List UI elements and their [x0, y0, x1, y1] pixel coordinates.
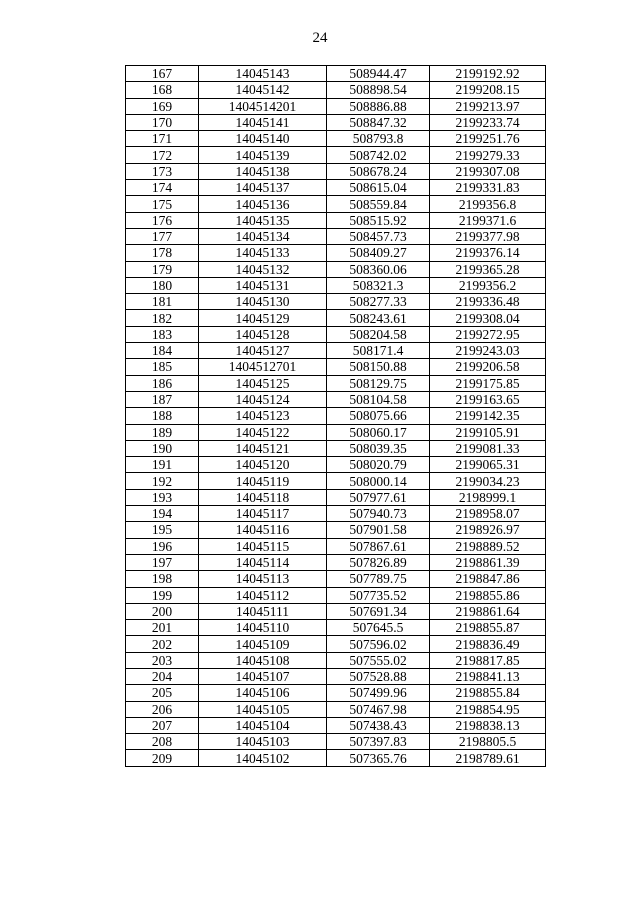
x-coordinate-cell: 507438.43 — [327, 717, 430, 733]
y-coordinate-cell: 2199307.08 — [430, 163, 546, 179]
table-row — [126, 636, 546, 652]
x-coordinate-cell: 508515.92 — [327, 212, 430, 228]
y-coordinate-cell: 2199208.15 — [430, 82, 546, 98]
x-coordinate-cell: 508886.88 — [327, 98, 430, 114]
y-coordinate-cell: 2198861.64 — [430, 603, 546, 619]
y-coordinate-cell: 2198838.13 — [430, 717, 546, 733]
y-coordinate-cell: 2199065.31 — [430, 457, 546, 473]
point-id-cell: 14045106 — [199, 685, 327, 701]
table-row — [126, 717, 546, 733]
point-id-cell: 14045128 — [199, 326, 327, 342]
row-number-cell: 184 — [126, 343, 199, 359]
row-number-cell: 189 — [126, 424, 199, 440]
row-number-cell: 200 — [126, 603, 199, 619]
point-id-cell: 14045112 — [199, 587, 327, 603]
x-coordinate-cell: 507555.02 — [327, 652, 430, 668]
table-row — [126, 538, 546, 554]
point-id-cell: 14045123 — [199, 408, 327, 424]
row-number-cell: 180 — [126, 277, 199, 293]
point-id-cell: 14045131 — [199, 277, 327, 293]
x-coordinate-cell: 507645.5 — [327, 620, 430, 636]
point-id-cell: 14045133 — [199, 245, 327, 261]
x-coordinate-cell: 508678.24 — [327, 163, 430, 179]
y-coordinate-cell: 2199105.91 — [430, 424, 546, 440]
table-row — [126, 685, 546, 701]
y-coordinate-cell: 2199376.14 — [430, 245, 546, 261]
table-row — [126, 212, 546, 228]
table-row — [126, 98, 546, 114]
row-number-cell: 199 — [126, 587, 199, 603]
point-id-cell: 14045110 — [199, 620, 327, 636]
table-row — [126, 457, 546, 473]
y-coordinate-cell: 2198889.52 — [430, 538, 546, 554]
x-coordinate-cell: 508742.02 — [327, 147, 430, 163]
table-row — [126, 603, 546, 619]
row-number-cell: 193 — [126, 489, 199, 505]
y-coordinate-cell: 2199192.92 — [430, 66, 546, 82]
row-number-cell: 192 — [126, 473, 199, 489]
x-coordinate-cell: 507596.02 — [327, 636, 430, 652]
y-coordinate-cell: 2199163.65 — [430, 391, 546, 407]
point-id-cell: 14045104 — [199, 717, 327, 733]
table-row — [126, 440, 546, 456]
row-number-cell: 201 — [126, 620, 199, 636]
row-number-cell: 207 — [126, 717, 199, 733]
table-row — [126, 261, 546, 277]
x-coordinate-cell: 508898.54 — [327, 82, 430, 98]
y-coordinate-cell: 2199034.23 — [430, 473, 546, 489]
point-id-cell: 14045105 — [199, 701, 327, 717]
y-coordinate-cell: 2198805.5 — [430, 734, 546, 750]
table-row — [126, 343, 546, 359]
row-number-cell: 174 — [126, 180, 199, 196]
row-number-cell: 195 — [126, 522, 199, 538]
row-number-cell: 190 — [126, 440, 199, 456]
y-coordinate-cell: 2198855.86 — [430, 587, 546, 603]
row-number-cell: 171 — [126, 131, 199, 147]
point-id-cell: 1404514201 — [199, 98, 327, 114]
y-coordinate-cell: 2199251.76 — [430, 131, 546, 147]
y-coordinate-cell: 2199081.33 — [430, 440, 546, 456]
y-coordinate-cell: 2199142.35 — [430, 408, 546, 424]
x-coordinate-cell: 508615.04 — [327, 180, 430, 196]
table-row — [126, 750, 546, 766]
y-coordinate-cell: 2199331.83 — [430, 180, 546, 196]
row-number-cell: 203 — [126, 652, 199, 668]
point-id-cell: 14045124 — [199, 391, 327, 407]
point-id-cell: 14045138 — [199, 163, 327, 179]
row-number-cell: 194 — [126, 506, 199, 522]
table-row — [126, 228, 546, 244]
y-coordinate-cell: 2198854.95 — [430, 701, 546, 717]
point-id-cell: 14045109 — [199, 636, 327, 652]
row-number-cell: 175 — [126, 196, 199, 212]
table-row — [126, 82, 546, 98]
y-coordinate-cell: 2198855.87 — [430, 620, 546, 636]
table-row — [126, 66, 546, 82]
row-number-cell: 206 — [126, 701, 199, 717]
table-row — [126, 424, 546, 440]
y-coordinate-cell: 2198847.86 — [430, 571, 546, 587]
table-row — [126, 147, 546, 163]
table-row — [126, 245, 546, 261]
x-coordinate-cell: 508409.27 — [327, 245, 430, 261]
x-coordinate-cell: 508944.47 — [327, 66, 430, 82]
table-row — [126, 620, 546, 636]
row-number-cell: 182 — [126, 310, 199, 326]
y-coordinate-cell: 2199206.58 — [430, 359, 546, 375]
y-coordinate-cell: 2198841.13 — [430, 668, 546, 684]
row-number-cell: 209 — [126, 750, 199, 766]
table-row — [126, 734, 546, 750]
row-number-cell: 188 — [126, 408, 199, 424]
point-id-cell: 14045127 — [199, 343, 327, 359]
table-row — [126, 408, 546, 424]
coordinates-table — [125, 65, 546, 767]
x-coordinate-cell: 508559.84 — [327, 196, 430, 212]
x-coordinate-cell: 508060.17 — [327, 424, 430, 440]
table-row — [126, 114, 546, 130]
x-coordinate-cell: 508104.58 — [327, 391, 430, 407]
point-id-cell: 14045134 — [199, 228, 327, 244]
x-coordinate-cell: 507789.75 — [327, 571, 430, 587]
x-coordinate-cell: 508277.33 — [327, 294, 430, 310]
y-coordinate-cell: 2199279.33 — [430, 147, 546, 163]
point-id-cell: 14045111 — [199, 603, 327, 619]
y-coordinate-cell: 2199213.97 — [430, 98, 546, 114]
x-coordinate-cell: 508020.79 — [327, 457, 430, 473]
y-coordinate-cell: 2199371.6 — [430, 212, 546, 228]
x-coordinate-cell: 507977.61 — [327, 489, 430, 505]
point-id-cell: 1404512701 — [199, 359, 327, 375]
x-coordinate-cell: 507528.88 — [327, 668, 430, 684]
point-id-cell: 14045129 — [199, 310, 327, 326]
x-coordinate-cell: 507397.83 — [327, 734, 430, 750]
y-coordinate-cell: 2198817.85 — [430, 652, 546, 668]
point-id-cell: 14045122 — [199, 424, 327, 440]
point-id-cell: 14045143 — [199, 66, 327, 82]
x-coordinate-cell: 507691.34 — [327, 603, 430, 619]
y-coordinate-cell: 2198836.49 — [430, 636, 546, 652]
row-number-cell: 177 — [126, 228, 199, 244]
y-coordinate-cell: 2199175.85 — [430, 375, 546, 391]
point-id-cell: 14045136 — [199, 196, 327, 212]
x-coordinate-cell: 508000.14 — [327, 473, 430, 489]
table-row — [126, 571, 546, 587]
y-coordinate-cell: 2199272.95 — [430, 326, 546, 342]
x-coordinate-cell: 507940.73 — [327, 506, 430, 522]
y-coordinate-cell: 2198958.07 — [430, 506, 546, 522]
row-number-cell: 178 — [126, 245, 199, 261]
row-number-cell: 170 — [126, 114, 199, 130]
row-number-cell: 187 — [126, 391, 199, 407]
row-number-cell: 204 — [126, 668, 199, 684]
point-id-cell: 14045125 — [199, 375, 327, 391]
point-id-cell: 14045108 — [199, 652, 327, 668]
row-number-cell: 179 — [126, 261, 199, 277]
row-number-cell: 197 — [126, 554, 199, 570]
y-coordinate-cell: 2198861.39 — [430, 554, 546, 570]
row-number-cell: 191 — [126, 457, 199, 473]
x-coordinate-cell: 508129.75 — [327, 375, 430, 391]
x-coordinate-cell: 508793.8 — [327, 131, 430, 147]
y-coordinate-cell: 2199336.48 — [430, 294, 546, 310]
table-row — [126, 701, 546, 717]
x-coordinate-cell: 508847.32 — [327, 114, 430, 130]
row-number-cell: 168 — [126, 82, 199, 98]
x-coordinate-cell: 507467.98 — [327, 701, 430, 717]
table-row — [126, 489, 546, 505]
point-id-cell: 14045117 — [199, 506, 327, 522]
table-row — [126, 375, 546, 391]
y-coordinate-cell: 2199308.04 — [430, 310, 546, 326]
point-id-cell: 14045135 — [199, 212, 327, 228]
row-number-cell: 208 — [126, 734, 199, 750]
point-id-cell: 14045102 — [199, 750, 327, 766]
point-id-cell: 14045139 — [199, 147, 327, 163]
y-coordinate-cell: 2198789.61 — [430, 750, 546, 766]
x-coordinate-cell: 508039.35 — [327, 440, 430, 456]
table-row — [126, 587, 546, 603]
table-row — [126, 310, 546, 326]
point-id-cell: 14045141 — [199, 114, 327, 130]
y-coordinate-cell: 2198855.84 — [430, 685, 546, 701]
x-coordinate-cell: 508075.66 — [327, 408, 430, 424]
x-coordinate-cell: 508171.4 — [327, 343, 430, 359]
table-row — [126, 391, 546, 407]
point-id-cell: 14045118 — [199, 489, 327, 505]
x-coordinate-cell: 507365.76 — [327, 750, 430, 766]
row-number-cell: 167 — [126, 66, 199, 82]
y-coordinate-cell: 2198926.97 — [430, 522, 546, 538]
point-id-cell: 14045103 — [199, 734, 327, 750]
row-number-cell: 183 — [126, 326, 199, 342]
point-id-cell: 14045114 — [199, 554, 327, 570]
row-number-cell: 196 — [126, 538, 199, 554]
x-coordinate-cell: 507901.58 — [327, 522, 430, 538]
point-id-cell: 14045119 — [199, 473, 327, 489]
y-coordinate-cell: 2199356.2 — [430, 277, 546, 293]
table-row — [126, 668, 546, 684]
point-id-cell: 14045113 — [199, 571, 327, 587]
x-coordinate-cell: 508204.58 — [327, 326, 430, 342]
x-coordinate-cell: 508150.88 — [327, 359, 430, 375]
point-id-cell: 14045132 — [199, 261, 327, 277]
point-id-cell: 14045140 — [199, 131, 327, 147]
point-id-cell: 14045121 — [199, 440, 327, 456]
table-body — [126, 66, 546, 767]
x-coordinate-cell: 507826.89 — [327, 554, 430, 570]
point-id-cell: 14045137 — [199, 180, 327, 196]
x-coordinate-cell: 508321.3 — [327, 277, 430, 293]
row-number-cell: 185 — [126, 359, 199, 375]
table-row — [126, 554, 546, 570]
table-row — [126, 522, 546, 538]
table-row — [126, 652, 546, 668]
x-coordinate-cell: 507499.96 — [327, 685, 430, 701]
y-coordinate-cell: 2199356.8 — [430, 196, 546, 212]
table-row — [126, 359, 546, 375]
table-row — [126, 163, 546, 179]
y-coordinate-cell: 2198999.1 — [430, 489, 546, 505]
table-row — [126, 180, 546, 196]
y-coordinate-cell: 2199365.28 — [430, 261, 546, 277]
point-id-cell: 14045116 — [199, 522, 327, 538]
table-row — [126, 506, 546, 522]
row-number-cell: 176 — [126, 212, 199, 228]
row-number-cell: 173 — [126, 163, 199, 179]
point-id-cell: 14045107 — [199, 668, 327, 684]
row-number-cell: 172 — [126, 147, 199, 163]
table-row — [126, 326, 546, 342]
table-row — [126, 196, 546, 212]
row-number-cell: 169 — [126, 98, 199, 114]
x-coordinate-cell: 508360.06 — [327, 261, 430, 277]
row-number-cell: 202 — [126, 636, 199, 652]
y-coordinate-cell: 2199243.03 — [430, 343, 546, 359]
row-number-cell: 205 — [126, 685, 199, 701]
x-coordinate-cell: 508243.61 — [327, 310, 430, 326]
y-coordinate-cell: 2199377.98 — [430, 228, 546, 244]
x-coordinate-cell: 507867.61 — [327, 538, 430, 554]
table-row — [126, 131, 546, 147]
row-number-cell: 186 — [126, 375, 199, 391]
table-row — [126, 277, 546, 293]
page-number: 24 — [312, 30, 328, 46]
table-row — [126, 294, 546, 310]
point-id-cell: 14045130 — [199, 294, 327, 310]
x-coordinate-cell: 507735.52 — [327, 587, 430, 603]
row-number-cell: 181 — [126, 294, 199, 310]
table-row — [126, 473, 546, 489]
x-coordinate-cell: 508457.73 — [327, 228, 430, 244]
row-number-cell: 198 — [126, 571, 199, 587]
point-id-cell: 14045120 — [199, 457, 327, 473]
point-id-cell: 14045142 — [199, 82, 327, 98]
point-id-cell: 14045115 — [199, 538, 327, 554]
y-coordinate-cell: 2199233.74 — [430, 114, 546, 130]
